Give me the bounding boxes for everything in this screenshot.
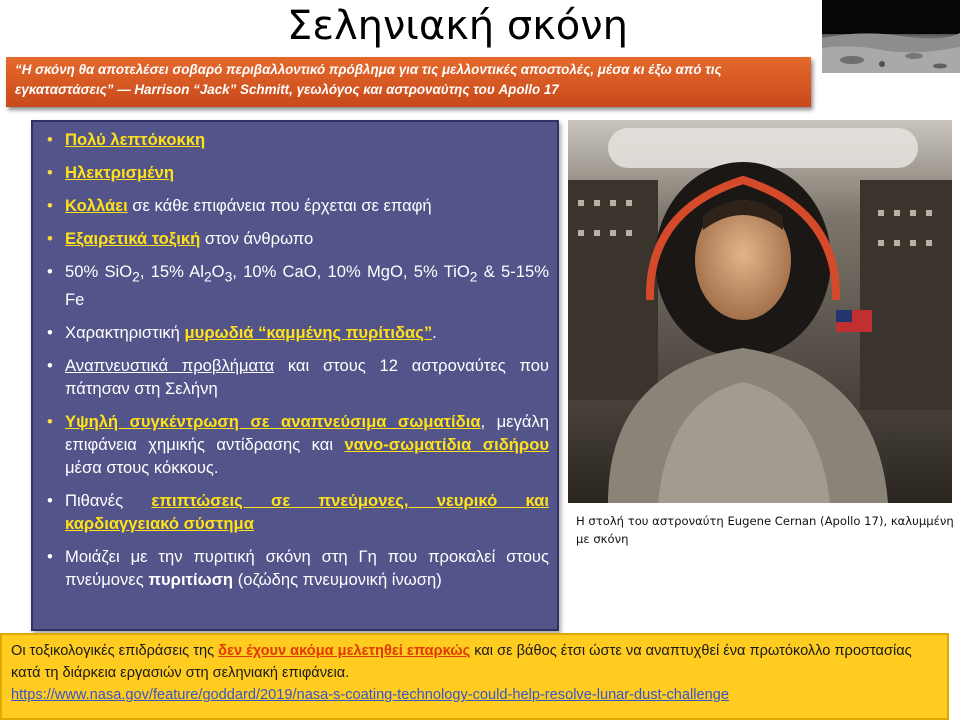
composition-subscript: 2: [203, 268, 212, 285]
composition-subscript: 2: [132, 268, 140, 285]
astronaut-illustration: [568, 120, 952, 503]
body-text: Μοιάζει με την πυριτική σκόνη στη Γη που προκαλεί στους πνεύμονες: [65, 547, 549, 590]
body-text: Πιθανές: [65, 491, 152, 511]
nasa-source-link[interactable]: https://www.nasa.gov/feature/goddard/2019/nasa-s-coating-technology-could-help-resolve-lunar-dust-challenge: [11, 687, 729, 703]
body-text: μέσα στους κόκκους.: [65, 458, 219, 478]
list-item-fine-grained: [47, 128, 549, 151]
photo-caption: Η στολή του αστροναύτη Eugene Cernan (Apollo 17), καλυμμένη με σκόνη: [576, 514, 954, 546]
composition-text: [65, 262, 549, 309]
footer-highlight: δεν έχουν ακόμα μελετηθεί επαρκώς: [218, 643, 471, 659]
highlight-text: νανο-σωματίδια σιδήρου: [344, 435, 549, 455]
highlight-text: Κολλάει: [65, 196, 128, 215]
list-item-silicosis: [47, 545, 549, 591]
body-text: , μεγάλη επιφάνεια χημικής αντίδρασης και: [65, 412, 549, 455]
composition-part: O: [211, 262, 225, 281]
composition-part: , 15% Al: [139, 262, 204, 281]
body-text: Χαρακτηριστική: [65, 323, 185, 343]
highlight-text: Πολύ λεπτόκοκκη: [65, 130, 206, 149]
highlight-text: Ηλεκτρισμένη: [65, 163, 174, 182]
underlined-text: Αναπνευστικά προβλήματα: [65, 356, 275, 376]
list-item-respiratory: [47, 354, 549, 400]
slide-title: Σεληνιακή σκόνη: [287, 3, 628, 49]
moon-surface-illustration: [822, 0, 960, 73]
list-item-electrified: [47, 161, 549, 184]
highlight-text: μυρωδιά “καμμένης πυρίτιδας”: [184, 323, 433, 343]
composition-part: & 5-15% Fe: [65, 262, 549, 310]
bold-text: πυριτίωση: [148, 570, 234, 590]
lunar-dust-properties-panel: [31, 120, 559, 631]
body-text: στον άνθρωπο: [200, 229, 314, 248]
list-item-effects: [47, 489, 549, 535]
properties-list: [33, 122, 557, 591]
footer-text: Οι τοξικολογικές επιδράσεις της: [11, 643, 219, 659]
list-item-toxic: [47, 227, 549, 250]
body-text: και στους 12 αστροναύτες που πάτησαν στη Σελήνη: [65, 356, 549, 399]
astronaut-photo: [568, 120, 952, 503]
moon-surface-image: [822, 0, 960, 73]
composition-subscript: 2: [469, 268, 478, 285]
body-text: .: [432, 323, 437, 343]
footer-text: και σε βάθος έτσι ώστε να αναπτυχθεί ένα πρωτόκολλο προστασίας κατά τη διάρκεια εργασιών στη σεληνιακή επιφάνεια.: [11, 643, 912, 681]
list-item-sticks: [47, 194, 549, 217]
list-item-particles: [47, 410, 549, 479]
quote-text: “Η σκόνη θα αποτελέσει σοβαρό περιβαλλοντικό πρόβλημα για τις μελλοντικές αποστολές, μέσα κι έξω από τις εγκαταστάσεις” — Harrison “Jack” Schmitt, γεωλόγος και αστροναύτης του Apollo 17: [15, 62, 722, 97]
composition-subscript: 3: [224, 268, 233, 285]
highlight-text: Υψηλή συγκέντρωση σε αναπνεύσιμα σωματίδια: [65, 412, 481, 432]
schmitt-quote-box: [6, 57, 811, 107]
highlight-text: Εξαιρετικά τοξική: [65, 229, 201, 248]
body-text: σε κάθε επιφάνεια που έρχεται σε επαφή: [127, 196, 432, 215]
composition-part: , 10% CaO, 10% MgO, 5% TiO: [232, 262, 470, 281]
composition-part: 50% SiO: [65, 262, 133, 281]
highlight-text: επιπτώσεις σε πνεύμονες, νευρικό και καρδιαγγειακό σύστημα: [65, 491, 549, 534]
list-item-smell: [47, 321, 549, 344]
footer-note-box: [0, 633, 949, 720]
list-item-composition: [47, 260, 549, 311]
body-text: (οζώδης πνευμονική ίνωση): [233, 570, 442, 590]
